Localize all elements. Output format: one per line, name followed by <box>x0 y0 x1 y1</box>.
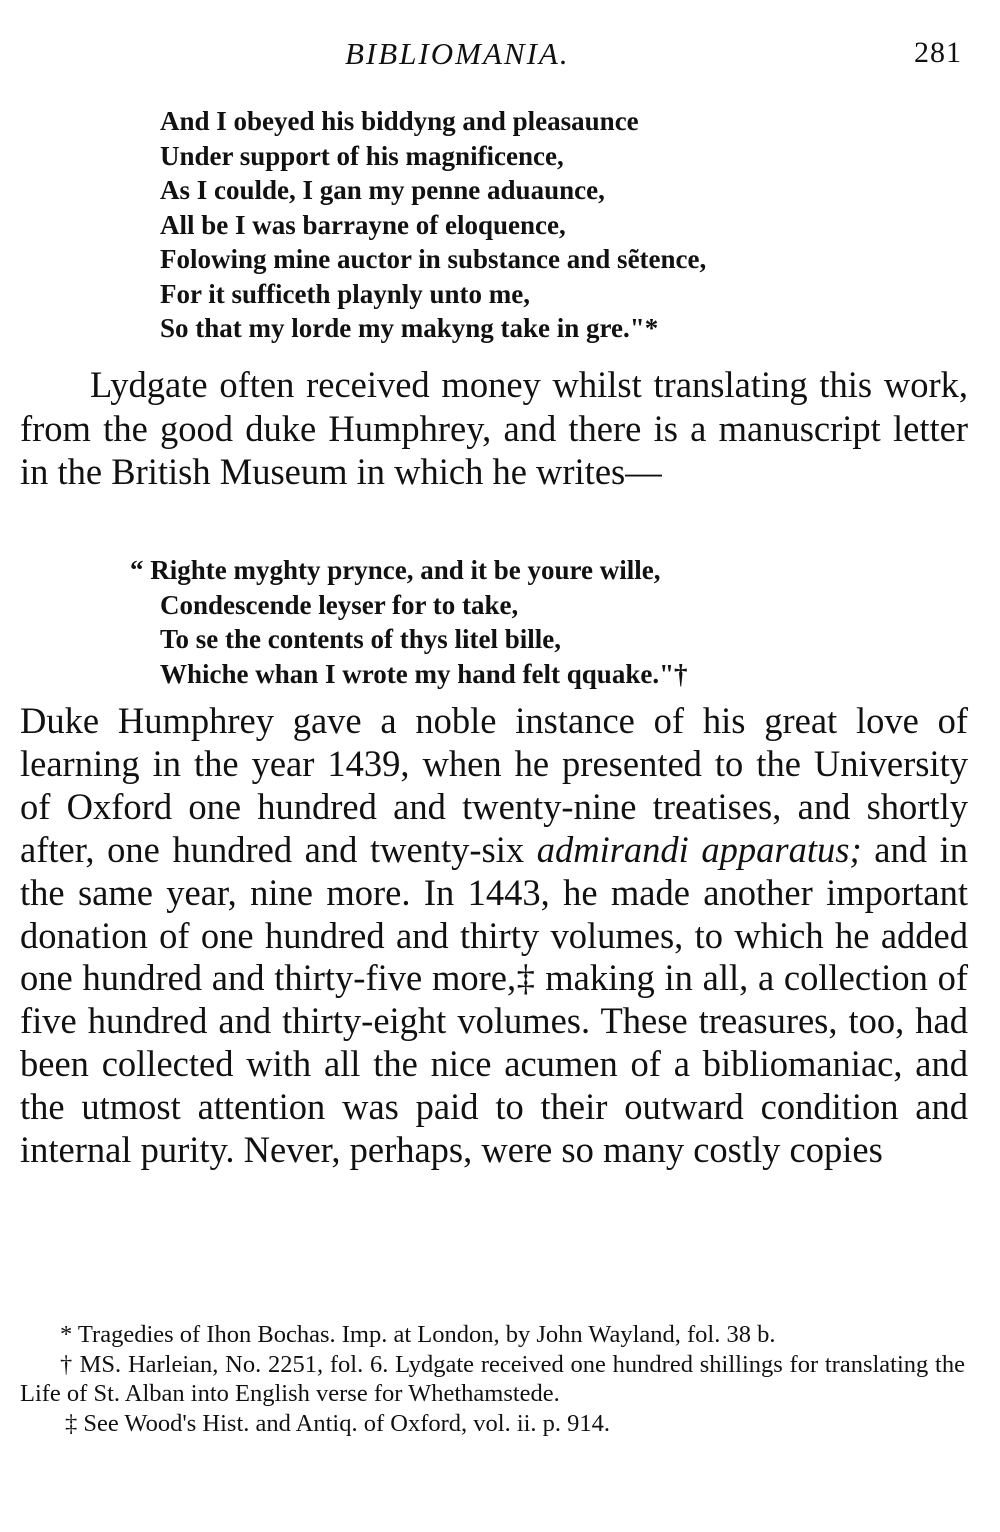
body-paragraph-1: Lydgate often received money whilst translating this work, from the good duke Humphrey, and there is a manuscript letter in the British Museum in which he writes— <box>20 364 968 492</box>
footnote-asterisk: * Tragedies of Ihon Bochas. Imp. at London, by John Wayland, fol. 38 b. <box>60 1321 776 1348</box>
paragraph-text: Duke Humphrey gave a noble instance of his great love of learning in the year 1439, when he presented to the University of Oxford one hundred and twenty-nine treatises, and shortly after, one hundred and twenty-six <box>20 700 968 870</box>
verse-line: Whiche whan I wrote my hand felt qquake."† <box>160 658 688 689</box>
paragraph-text: and in the same year, nine more. In 1443, he made another important donation of one hundred and thirty volumes, to which he added one hundred and thirty-five more,‡ making in all, a collection of five hundred and thirty-eight volumes. These treasures, too, had been collected with all the nice acumen of a bibliomaniac, and the utmost attention was paid to their outward condition and internal purity. Never, perhaps, were so many costly copies <box>20 828 968 1171</box>
footnote-dagger: † MS. Harleian, No. 2251, fol. 6. Lydgate received one hundred shillings for translating the Life of St. Alban into English verse for Whethamstede. <box>20 1350 965 1407</box>
verse-quotation-2 <box>130 553 688 691</box>
verse-line: “ Righte myghty prynce, and it be youre wille, <box>130 555 661 585</box>
page-number: 281 <box>914 36 962 69</box>
verse-line: Condescende leyser for to take, <box>160 589 519 620</box>
verse-line: Folowing mine auctor in substance and sẽtence, <box>160 244 707 274</box>
verse-quotation-1 <box>160 104 706 346</box>
italic-latin-phrase: admirandi apparatus; <box>536 828 862 870</box>
footnotes <box>20 1320 965 1438</box>
body-paragraph-2 <box>20 700 968 1172</box>
verse-line: So that my lorde my makyng take in gre."* <box>160 313 659 343</box>
verse-line: And I obeyed his biddyng and pleasaunce <box>160 106 639 136</box>
verse-line: As I coulde, I gan my penne aduaunce, <box>160 175 605 205</box>
verse-line: To se the contents of thys litel bille, <box>160 624 561 654</box>
running-header <box>0 36 1000 80</box>
footnote-double-dagger: ‡ See Wood's Hist. and Antiq. of Oxford, vol. ii. p. 914. <box>65 1409 611 1437</box>
verse-line: All be I was barrayne of eloquence, <box>160 209 566 240</box>
verse-line: Under support of his magnificence, <box>160 140 564 171</box>
verse-line: For it sufficeth playnly unto me, <box>160 278 530 309</box>
running-title: BIBLIOMANIA. <box>345 36 570 71</box>
